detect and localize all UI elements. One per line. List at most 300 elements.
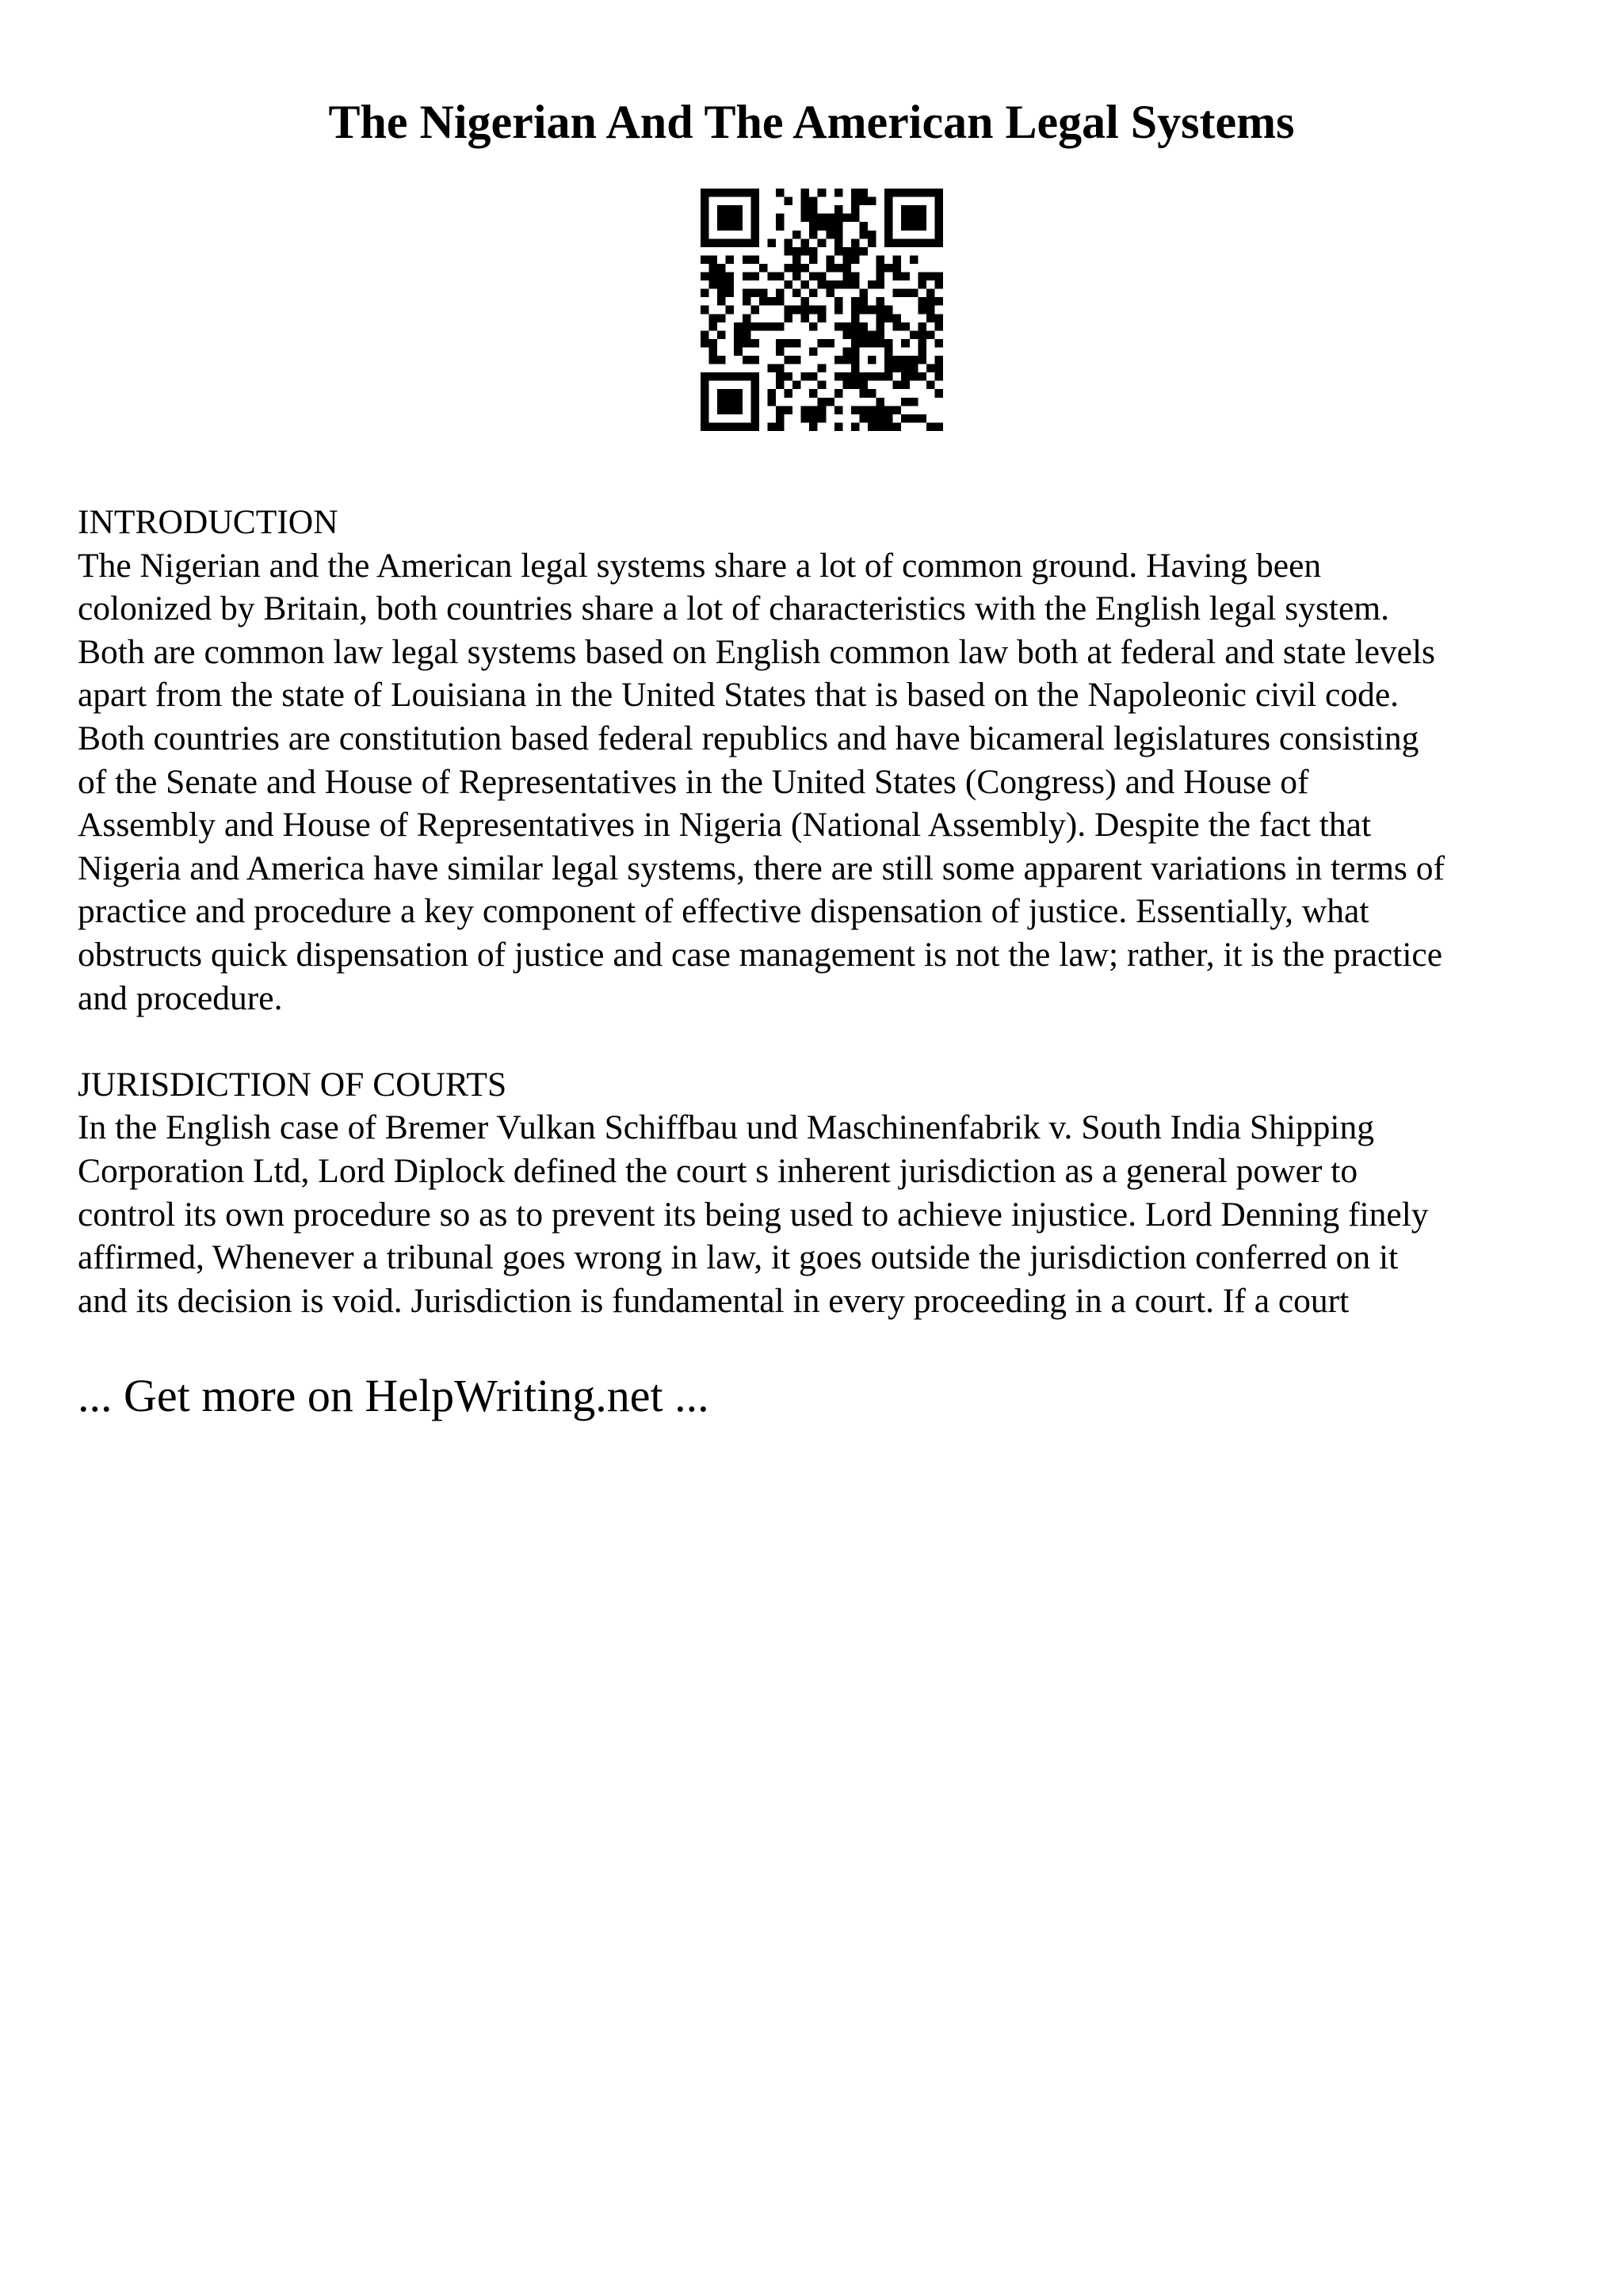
- qr-module: [910, 189, 918, 197]
- qr-module: [910, 205, 918, 214]
- qr-module: [809, 231, 818, 239]
- qr-module: [926, 306, 935, 315]
- qr-module: [701, 389, 709, 398]
- qr-module: [826, 255, 834, 264]
- qr-module: [859, 389, 868, 398]
- qr-module: [851, 297, 860, 306]
- qr-module: [826, 280, 834, 289]
- qr-module: [934, 339, 943, 348]
- qr-module: [901, 398, 910, 406]
- qr-module: [851, 255, 860, 264]
- qr-module: [809, 205, 818, 214]
- qr-module: [809, 414, 818, 423]
- qr-module: [709, 422, 718, 431]
- qr-module: [776, 189, 785, 197]
- qr-module: [910, 372, 918, 381]
- qr-module: [859, 306, 868, 315]
- qr-module: [801, 205, 810, 214]
- qr-module: [851, 330, 860, 339]
- qr-module: [859, 406, 868, 414]
- qr-module: [834, 322, 843, 331]
- qr-module: [767, 364, 776, 373]
- qr-module: [901, 372, 910, 381]
- qr-module: [842, 280, 851, 289]
- qr-module: [809, 247, 818, 256]
- qr-module: [910, 214, 918, 223]
- qr-module: [926, 422, 935, 431]
- qr-module: [834, 306, 843, 315]
- paragraph-line: obstructs quick dispensation of justice and case management is not the law; rather, it is the practice: [78, 935, 1443, 974]
- qr-module: [801, 280, 810, 289]
- qr-module: [726, 372, 735, 381]
- qr-module: [859, 330, 868, 339]
- qr-module: [809, 255, 818, 264]
- get-more-link[interactable]: ... Get more on HelpWriting.net ...: [78, 1370, 709, 1421]
- qr-module: [842, 347, 851, 356]
- qr-module: [743, 339, 751, 348]
- qr-module: [859, 231, 868, 239]
- qr-module: [701, 289, 709, 298]
- qr-module: [818, 306, 827, 315]
- qr-module: [776, 339, 785, 348]
- qr-module: [750, 389, 759, 398]
- qr-module: [743, 297, 751, 306]
- qr-module: [776, 422, 785, 431]
- qr-module: [868, 339, 876, 348]
- qr-module: [926, 330, 935, 339]
- qr-module: [901, 289, 910, 298]
- qr-module: [918, 356, 926, 364]
- qr-module: [918, 214, 926, 223]
- qr-module: [750, 222, 759, 231]
- qr-module: [826, 222, 834, 231]
- qr-module: [701, 222, 709, 231]
- qr-module: [918, 372, 926, 381]
- qr-module: [834, 297, 843, 306]
- qr-module: [792, 381, 801, 390]
- qr-module: [926, 381, 935, 390]
- qr-module: [767, 398, 776, 406]
- qr-module: [792, 255, 801, 264]
- qr-module: [750, 414, 759, 423]
- qr-module: [785, 247, 793, 256]
- qr-module: [767, 422, 776, 431]
- qr-module: [884, 222, 893, 231]
- qr-module: [750, 339, 759, 348]
- qr-module: [801, 314, 810, 322]
- qr-module: [785, 406, 793, 414]
- qr-module: [717, 189, 726, 197]
- qr-module: [868, 238, 876, 247]
- qr-module: [701, 273, 709, 281]
- qr-module: [893, 255, 902, 264]
- qr-module: [726, 306, 735, 315]
- qr-module: [776, 222, 785, 231]
- qr-module: [726, 289, 735, 298]
- qr-module: [734, 372, 743, 381]
- qr-module: [868, 231, 876, 239]
- qr-module: [859, 189, 868, 197]
- qr-module: [934, 314, 943, 322]
- qr-module: [709, 322, 718, 331]
- qr-module: [851, 347, 860, 356]
- qr-module: [726, 422, 735, 431]
- qr-module: [851, 322, 860, 331]
- qr-module: [826, 231, 834, 239]
- qr-module: [726, 406, 735, 414]
- qr-module: [709, 314, 718, 322]
- qr-module: [776, 214, 785, 223]
- qr-module: [726, 398, 735, 406]
- qr-module: [750, 189, 759, 197]
- qr-module: [868, 372, 876, 381]
- qr-module: [759, 264, 768, 273]
- qr-module: [726, 205, 735, 214]
- qr-module: [759, 289, 768, 298]
- qr-module: [910, 289, 918, 298]
- section-jurisdiction-of-courts: [78, 1063, 1568, 1323]
- qr-module: [826, 398, 834, 406]
- qr-module: [884, 314, 893, 322]
- qr-module: [859, 381, 868, 390]
- qr-module: [851, 339, 860, 348]
- qr-module: [701, 214, 709, 223]
- qr-module: [809, 347, 818, 356]
- qr-module: [717, 280, 726, 289]
- qr-module: [743, 372, 751, 381]
- qr-module: [851, 214, 860, 223]
- qr-module: [801, 297, 810, 306]
- qr-module: [743, 356, 751, 364]
- qr-module: [734, 422, 743, 431]
- qr-module: [918, 297, 926, 306]
- qr-module: [809, 289, 818, 298]
- qr-module: [859, 289, 868, 298]
- qr-module: [893, 422, 902, 431]
- qr-module: [726, 238, 735, 247]
- qr-module: [834, 264, 843, 273]
- qr-module: [809, 273, 818, 281]
- qr-module: [809, 322, 818, 331]
- qr-module: [785, 238, 793, 247]
- qr-module: [809, 389, 818, 398]
- qr-module: [717, 422, 726, 431]
- qr-module: [834, 231, 843, 239]
- qr-module: [717, 264, 726, 273]
- qr-module: [851, 381, 860, 390]
- qr-module: [734, 238, 743, 247]
- qr-module: [734, 222, 743, 231]
- qr-module: [884, 189, 893, 197]
- qr-module: [701, 414, 709, 423]
- qr-module: [818, 280, 827, 289]
- qr-module: [776, 273, 785, 281]
- qr-module: [717, 372, 726, 381]
- qr-module: [901, 356, 910, 364]
- qr-module: [717, 314, 726, 322]
- qr-module: [834, 247, 843, 256]
- qr-module: [851, 406, 860, 414]
- qr-module: [750, 231, 759, 239]
- qr-module: [717, 214, 726, 223]
- qr-module: [842, 356, 851, 364]
- qr-module: [884, 364, 893, 373]
- qr-module: [834, 406, 843, 414]
- qr-module: [717, 330, 726, 339]
- qr-module: [876, 422, 885, 431]
- qr-module: [884, 306, 893, 315]
- qr-module: [792, 231, 801, 239]
- qr-module: [759, 297, 768, 306]
- qr-module: [901, 414, 910, 423]
- qr-module: [726, 189, 735, 197]
- qr-module: [776, 322, 785, 331]
- qr-module: [750, 273, 759, 281]
- qr-module: [801, 414, 810, 423]
- qr-module: [859, 372, 868, 381]
- paragraph-line: colonized by Britain, both countries share a lot of characteristics with the English legal system.: [78, 589, 1389, 628]
- qr-module: [801, 214, 810, 223]
- qr-module: [734, 339, 743, 348]
- qr-module: [893, 356, 902, 364]
- qr-module: [851, 356, 860, 364]
- qr-module: [701, 372, 709, 381]
- paragraph-line: practice and procedure a key component of effective dispensation of justice. Essentially, what: [78, 892, 1369, 931]
- qr-module: [734, 189, 743, 197]
- qr-module: [901, 189, 910, 197]
- qr-module: [868, 280, 876, 289]
- qr-module: [842, 264, 851, 273]
- qr-module: [818, 238, 827, 247]
- qr-module: [734, 214, 743, 223]
- qr-module: [901, 273, 910, 281]
- qr-module: [934, 197, 943, 206]
- qr-module: [868, 406, 876, 414]
- paragraph-line: apart from the state of Louisiana in the United States that is based on the Napoleonic civil code.: [78, 676, 1400, 715]
- qr-module: [801, 372, 810, 381]
- qr-module: [893, 238, 902, 247]
- qr-module: [709, 189, 718, 197]
- qr-module: [893, 189, 902, 197]
- qr-module: [750, 381, 759, 390]
- qr-module: [918, 189, 926, 197]
- qr-module: [717, 398, 726, 406]
- qr-module: [717, 389, 726, 398]
- qr-module: [767, 297, 776, 306]
- qr-module: [934, 214, 943, 223]
- qr-module: [734, 398, 743, 406]
- qr-module: [801, 406, 810, 414]
- qr-module: [859, 222, 868, 231]
- qr-module: [709, 264, 718, 273]
- qr-module: [893, 406, 902, 414]
- qr-module: [934, 422, 943, 431]
- qr-module: [901, 339, 910, 348]
- qr-module: [701, 330, 709, 339]
- qr-module: [701, 422, 709, 431]
- qr-module: [767, 238, 776, 247]
- qr-module: [884, 214, 893, 223]
- qr-module: [876, 280, 885, 289]
- qr-module: [834, 189, 843, 197]
- qr-module: [901, 322, 910, 331]
- qr-module: [893, 289, 902, 298]
- qr-module: [934, 280, 943, 289]
- qr-module: [934, 356, 943, 364]
- qr-module: [868, 356, 876, 364]
- qr-module: [726, 222, 735, 231]
- qr-module: [801, 264, 810, 273]
- qr-module: [701, 339, 709, 348]
- qr-module: [709, 238, 718, 247]
- qr-module: [918, 273, 926, 281]
- qr-module: [818, 222, 827, 231]
- qr-module: [750, 322, 759, 331]
- qr-module: [792, 247, 801, 256]
- qr-module: [868, 197, 876, 206]
- qr-module: [818, 339, 827, 348]
- qr-module: [910, 398, 918, 406]
- qr-module: [776, 381, 785, 390]
- qr-module: [901, 381, 910, 390]
- qr-module: [734, 406, 743, 414]
- qr-module: [859, 297, 868, 306]
- qr-module: [851, 205, 860, 214]
- qr-module: [859, 339, 868, 348]
- qr-module: [893, 264, 902, 273]
- qr-module: [851, 314, 860, 322]
- paragraph-line: Nigeria and America have similar legal systems, there are still some apparent variations in terms of: [78, 849, 1445, 887]
- qr-module: [910, 222, 918, 231]
- qr-module: [792, 264, 801, 273]
- qr-module: [926, 314, 935, 322]
- qr-module: [868, 422, 876, 431]
- qr-module: [785, 339, 793, 348]
- qr-module: [876, 255, 885, 264]
- qr-module: [818, 314, 827, 322]
- qr-module: [884, 356, 893, 364]
- qr-module: [876, 406, 885, 414]
- qr-module: [851, 247, 860, 256]
- qr-module: [934, 372, 943, 381]
- qr-module: [901, 205, 910, 214]
- qr-module: [801, 189, 810, 197]
- qr-module: [750, 289, 759, 298]
- qr-code-graphic: [701, 189, 943, 431]
- qr-module: [851, 238, 860, 247]
- qr-module: [834, 238, 843, 247]
- qr-module: [792, 339, 801, 348]
- qr-module: [893, 381, 902, 390]
- qr-module: [868, 306, 876, 315]
- qr-module: [726, 273, 735, 281]
- qr-module: [750, 398, 759, 406]
- qr-module: [910, 255, 918, 264]
- qr-module: [785, 372, 793, 381]
- qr-module: [918, 280, 926, 289]
- qr-code-icon: [701, 189, 943, 431]
- qr-module: [709, 273, 718, 281]
- qr-module: [834, 214, 843, 223]
- qr-module: [809, 222, 818, 231]
- qr-module: [868, 389, 876, 398]
- qr-module: [776, 347, 785, 356]
- qr-module: [750, 214, 759, 223]
- qr-module: [842, 214, 851, 223]
- qr-module: [842, 372, 851, 381]
- qr-module: [776, 372, 785, 381]
- qr-module: [859, 247, 868, 256]
- qr-module: [826, 289, 834, 298]
- qr-module: [926, 297, 935, 306]
- qr-module: [884, 422, 893, 431]
- qr-module: [792, 289, 801, 298]
- qr-module: [842, 330, 851, 339]
- qr-module: [901, 238, 910, 247]
- qr-module: [893, 314, 902, 322]
- qr-module: [884, 347, 893, 356]
- qr-module: [851, 189, 860, 197]
- qr-module: [876, 314, 885, 322]
- qr-module: [726, 389, 735, 398]
- qr-module: [717, 406, 726, 414]
- qr-module: [842, 273, 851, 281]
- qr-module: [743, 422, 751, 431]
- paragraph-line: The Nigerian and the American legal systems share a lot of common ground. Having been: [78, 546, 1322, 585]
- qr-module: [876, 297, 885, 306]
- paragraph-line: and its decision is void. Jurisdiction is fundamental in every proceeding in a court. If a court: [78, 1281, 1350, 1320]
- qr-module: [918, 205, 926, 214]
- qr-module: [701, 398, 709, 406]
- qr-module: [851, 280, 860, 289]
- qr-module: [834, 422, 843, 431]
- section-paragraph: [78, 544, 1568, 1020]
- section-heading: JURISDICTION OF COURTS: [78, 1065, 507, 1104]
- qr-module: [868, 414, 876, 423]
- qr-module: [818, 189, 827, 197]
- qr-module: [809, 406, 818, 414]
- paragraph-line: Corporation Ltd, Lord Diplock defined the court s inherent jurisdiction as a general power to: [78, 1151, 1358, 1190]
- qr-module: [750, 372, 759, 381]
- qr-module: [709, 255, 718, 264]
- qr-module: [901, 214, 910, 223]
- qr-module: [826, 214, 834, 223]
- qr-module: [750, 197, 759, 206]
- qr-module: [934, 231, 943, 239]
- qr-module: [743, 238, 751, 247]
- qr-module: [934, 297, 943, 306]
- qr-module: [750, 422, 759, 431]
- qr-module: [884, 205, 893, 214]
- qr-module: [759, 322, 768, 331]
- qr-module: [901, 364, 910, 373]
- document-title: The Nigerian And The American Legal Systems: [328, 96, 1295, 148]
- qr-module: [884, 197, 893, 206]
- document-body: [78, 501, 1568, 1366]
- qr-module: [851, 197, 860, 206]
- qr-module: [901, 222, 910, 231]
- qr-module: [701, 306, 709, 315]
- qr-module: [785, 314, 793, 322]
- qr-module: [818, 214, 827, 223]
- qr-module: [918, 222, 926, 231]
- qr-module: [918, 339, 926, 348]
- qr-module: [818, 364, 827, 373]
- qr-module: [734, 347, 743, 356]
- paragraph-line: Both countries are constitution based federal republics and have bicameral legislatures consisting: [78, 719, 1419, 757]
- qr-module: [918, 238, 926, 247]
- qr-module: [726, 255, 735, 264]
